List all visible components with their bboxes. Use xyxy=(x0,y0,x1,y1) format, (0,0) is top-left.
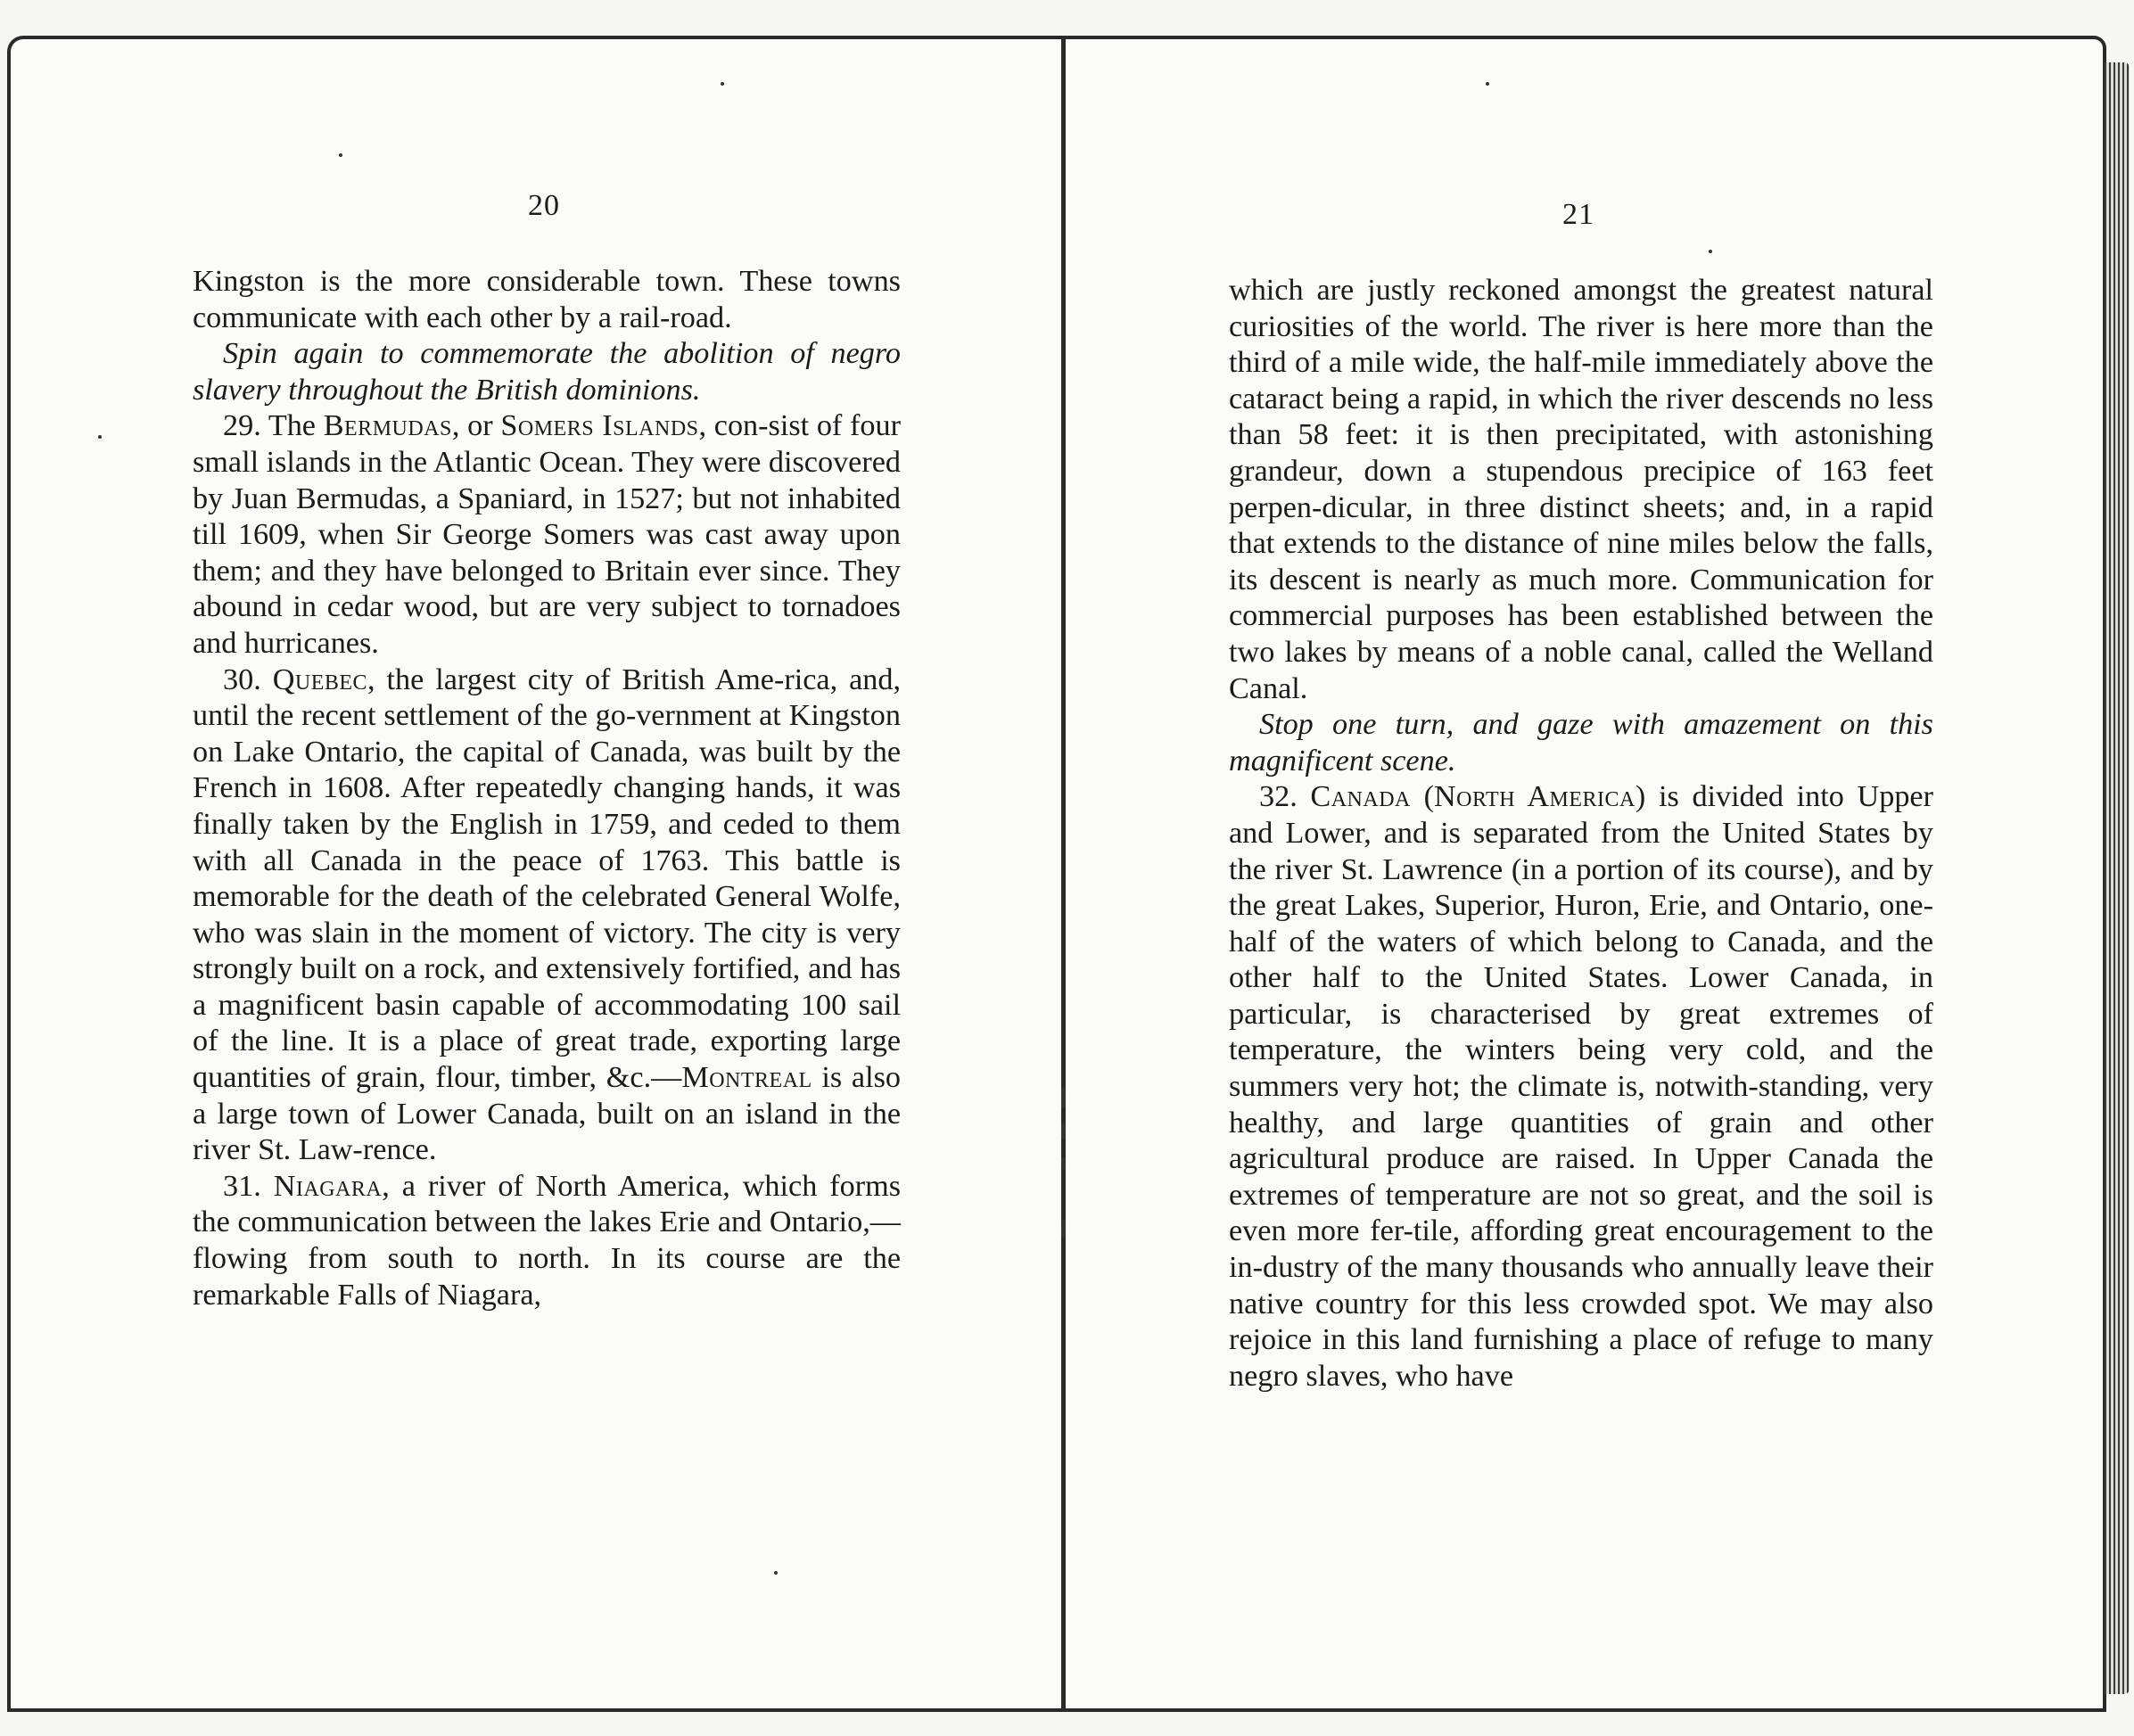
text-run: 31. xyxy=(223,1169,274,1203)
right-text-column xyxy=(1229,273,1933,1395)
print-speck xyxy=(774,1571,778,1575)
small-caps-term: Bermudas xyxy=(323,409,452,443)
print-speck xyxy=(1709,250,1712,253)
text-run: Kingston is the more considerable town. These towns communicate with each other by a rail-road. xyxy=(193,265,901,334)
paragraph xyxy=(193,408,901,662)
text-run: is also a large town of Lower Canada, built on an island in the river St. Law-rence. xyxy=(193,1061,902,1167)
text-run: , a river of North America, which forms the communication between the lakes Erie and Ontario,—flowing from south to north. In its course are the remarkable Falls of Niagara, xyxy=(193,1169,901,1312)
text-run: ) is divided into Upper and Lower, and is separated from the United States by the river St. Lawrence (in a portion of its course), and by the great Lakes, Superior, Huron, Erie, and Ontario, one-half of the waters of which belong to Canada, and the other half to the United States. Lower Canada, in particular, is characterised by great extremes of temperature, the winters being very cold, and the summers very hot; the climate is, notwith-standing, very healthy, and large quantities of grain and other agricultural produce are raised. In Upper Canada the extremes of temperature are not so great, and the soil is even more fer-tile, affording great encouragement to the in-dustry of the many thousands who annually leave their native country for this less crowded spot. We may also rejoice in this land furnishing a place of refuge to many negro slaves, who have xyxy=(1229,780,1933,1393)
page-edges xyxy=(2105,62,2130,1694)
paragraph xyxy=(1229,707,1933,779)
page-number-right: 21 xyxy=(1562,198,1594,231)
small-caps-term: North America xyxy=(1433,780,1636,814)
paragraph xyxy=(1229,273,1933,707)
paragraph xyxy=(1229,779,1933,1395)
paragraph xyxy=(193,662,901,1169)
text-run: , the largest city of British Ame-rica, and, until the recent settlement of the go-vernment at Kingston on Lake Ontario, the capital of Canada, was built by the French in 1608. After repeatedly changing hands, it was finally taken by the English in 1759, and ceded to them with all Canada in the peace of 1763. This battle is memorable for the death of the celebrated General Wolfe, who was slain in the moment of victory. The city is very strongly built on a rock, and extensively fortified, and has a magnificent basin capable of accommodating 100 sail of the line. It is a place of great trade, exporting large quantities of grain, flour, timber, &c.— xyxy=(193,662,901,1095)
text-run: which are justly reckoned amongst the greatest natural curiosities of the world. The river is here more than the third of a mile wide, the half-mile immediately above the cataract being a rapid, in which the river descends no less than 58 feet: it is then precipitated, with astonishing grandeur, down a stupendous precipice of 163 feet perpen-dicular, in three distinct sheets; and, in a rapid that extends to the distance of nine miles below the falls, its descent is nearly as much more. Communication for commercial purposes has been established between the two lakes by means of a noble canal, called the Welland Canal. xyxy=(1229,274,1933,705)
text-run: ( xyxy=(1410,780,1434,814)
print-speck xyxy=(1486,82,1489,86)
text-run: Spin again to commemorate the abolition of negro slavery throughout the British dominions. xyxy=(193,337,901,407)
text-run: 30. xyxy=(223,662,273,696)
small-caps-term: Niagara xyxy=(273,1169,383,1203)
left-text-column xyxy=(193,264,901,1313)
small-caps-term: Quebec xyxy=(272,662,368,696)
text-run: , or xyxy=(451,409,501,443)
small-caps-term: Montreal xyxy=(681,1061,812,1095)
print-speck xyxy=(721,82,724,86)
text-run: 32. xyxy=(1259,780,1311,814)
paragraph xyxy=(193,336,901,408)
text-run: , con-sist of four small islands in the Atlantic Ocean. They were discovered by Juan Bermudas, a Spaniard, in 1527; but not inhabited till 1609, when Sir George Somers was cast away upon them; and they have belonged to Britain ever since. They abound in cedar wood, but are very subject to tornadoes and hurricanes. xyxy=(193,409,901,660)
text-run: Stop one turn, and gaze with amazement on this magnificent scene. xyxy=(1229,708,1933,777)
small-caps-term: Somers Islands xyxy=(500,409,699,443)
text-run: 29. The xyxy=(223,409,324,443)
paragraph xyxy=(193,264,901,336)
gutter-marks xyxy=(1058,1088,1070,1248)
page-number-left: 20 xyxy=(528,189,560,222)
paragraph xyxy=(193,1169,901,1313)
print-speck xyxy=(339,153,342,157)
small-caps-term: Canada xyxy=(1310,780,1411,814)
print-speck xyxy=(98,435,102,439)
